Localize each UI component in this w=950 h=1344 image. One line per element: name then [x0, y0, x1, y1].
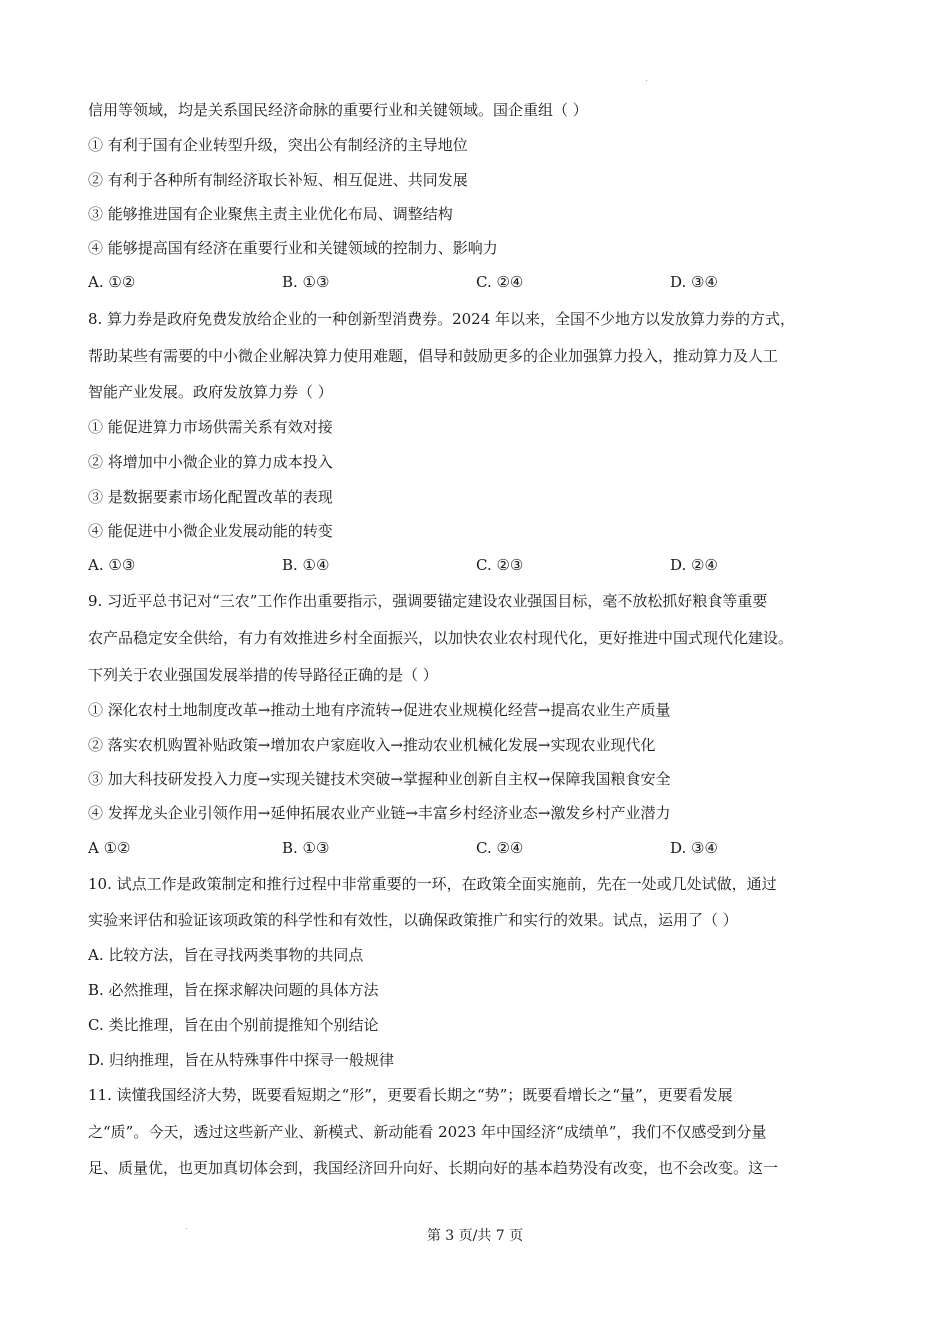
q7-item-3: ③ 能够推进国有企业聚焦主责主业优化布局、调整结构 — [88, 205, 453, 223]
q8-stem-line-2: 帮助某些有需要的中小微企业解决算力使用难题，倡导和鼓励更多的企业加强算力投入，推动算力及人工 — [88, 347, 779, 365]
scan-speck — [646, 80, 647, 81]
q11-stem-line-2: 之“质”。今天，透过这些新产业、新模式、新动能看 2023 年中国经济“成绩单”，我们不仅感受到分量 — [88, 1123, 767, 1141]
q9-stem-line-3: 下列关于农业强国发展举措的传导路径正确的是（ ） — [88, 666, 438, 684]
q7-choice-a: A. ①② — [88, 273, 136, 291]
q9-stem-line-2: 农产品稳定安全供给，有力有效推进乡村全面振兴，以加快农业农村现代化，更好推进中国式现代化建设。 — [88, 629, 794, 647]
q8-item-4: ④ 能促进中小微企业发展动能的转变 — [88, 522, 333, 540]
q9-item-1: ① 深化农村土地制度改革→推动土地有序流转→促进农业规模化经营→提高农业生产质量 — [88, 701, 671, 719]
q8-stem-line-3: 智能产业发展。政府发放算力券（ ） — [88, 383, 333, 401]
q7-item-4: ④ 能够提高国有经济在重要行业和关键领域的控制力、影响力 — [88, 239, 498, 257]
q9-stem-line-1: 9. 习近平总书记对“三农”工作作出重要指示，强调要锚定建设农业强国目标，毫不放松抓好粮食等重要 — [88, 592, 768, 610]
q7-choice-c: C. ②④ — [476, 273, 524, 291]
q7-item-1: ① 有利于国有企业转型升级，突出公有制经济的主导地位 — [88, 136, 468, 154]
q10-stem-line-1: 10. 试点工作是政策制定和推行过程中非常重要的一环，在政策全面实施前，先在一处或几处试做，通过 — [88, 875, 777, 893]
q8-choice-c: C. ②③ — [476, 556, 524, 574]
q9-item-2: ② 落实农机购置补贴政策→增加农户家庭收入→推动农业机械化发展→实现农业现代化 — [88, 736, 656, 754]
page-number: 第 3 页/共 7 页 — [426, 1228, 524, 1244]
scan-speck — [186, 1228, 187, 1229]
q8-stem-line-1: 8. 算力券是政府免费发放给企业的一种创新型消费券。2024 年以来，全国不少地方以发放算力券的方式， — [88, 310, 796, 328]
q8-item-2: ② 将增加中小微企业的算力成本投入 — [88, 453, 333, 471]
q9-choice-c: C. ②④ — [476, 839, 524, 857]
q10-choice-d: D. 归纳推理，旨在从特殊事件中探寻一般规律 — [88, 1051, 395, 1069]
q7-choice-b: B. ①③ — [282, 273, 330, 291]
q7-stem: 信用等领域，均是关系国民经济命脉的重要行业和关键领域。国企重组（ ） — [88, 101, 588, 119]
q7-item-2: ② 有利于各种所有制经济取长补短、相互促进、共同发展 — [88, 171, 468, 189]
q9-choice-b: B. ①③ — [282, 839, 330, 857]
q11-stem-line-3: 足、质量优，也更加真切体会到，我国经济回升向好、长期向好的基本趋势没有改变，也不会改变。这一 — [88, 1159, 779, 1177]
q8-item-3: ③ 是数据要素市场化配置改革的表现 — [88, 488, 333, 506]
q9-choice-a: A ①② — [88, 839, 131, 857]
q9-choice-d: D. ③④ — [670, 839, 718, 857]
q8-choice-a: A. ①③ — [88, 556, 136, 574]
q9-item-3: ③ 加大科技研发投入力度→实现关键技术突破→掌握种业创新自主权→保障我国粮食安全 — [88, 770, 671, 788]
q9-item-4: ④ 发挥龙头企业引领作用→延伸拓展农业产业链→丰富乡村经济业态→激发乡村产业潜力 — [88, 804, 671, 822]
q8-item-1: ① 能促进算力市场供需关系有效对接 — [88, 418, 333, 436]
q8-choice-d: D. ②④ — [670, 556, 718, 574]
q7-choice-d: D. ③④ — [670, 273, 718, 291]
q10-choice-a: A. 比较方法，旨在寻找两类事物的共同点 — [88, 946, 364, 964]
q11-stem-line-1: 11. 读懂我国经济大势，既要看短期之“形”，更要看长期之“势”；既要看增长之“量”，更要看发展 — [88, 1086, 733, 1104]
q10-choice-b: B. 必然推理，旨在探求解决问题的具体方法 — [88, 981, 379, 999]
q10-choice-c: C. 类比推理，旨在由个别前提推知个别结论 — [88, 1016, 379, 1034]
q10-stem-line-2: 实验来评估和验证该项政策的科学性和有效性，以确保政策推广和实行的效果。试点，运用了（ ） — [88, 911, 738, 929]
q8-choice-b: B. ①④ — [282, 556, 330, 574]
